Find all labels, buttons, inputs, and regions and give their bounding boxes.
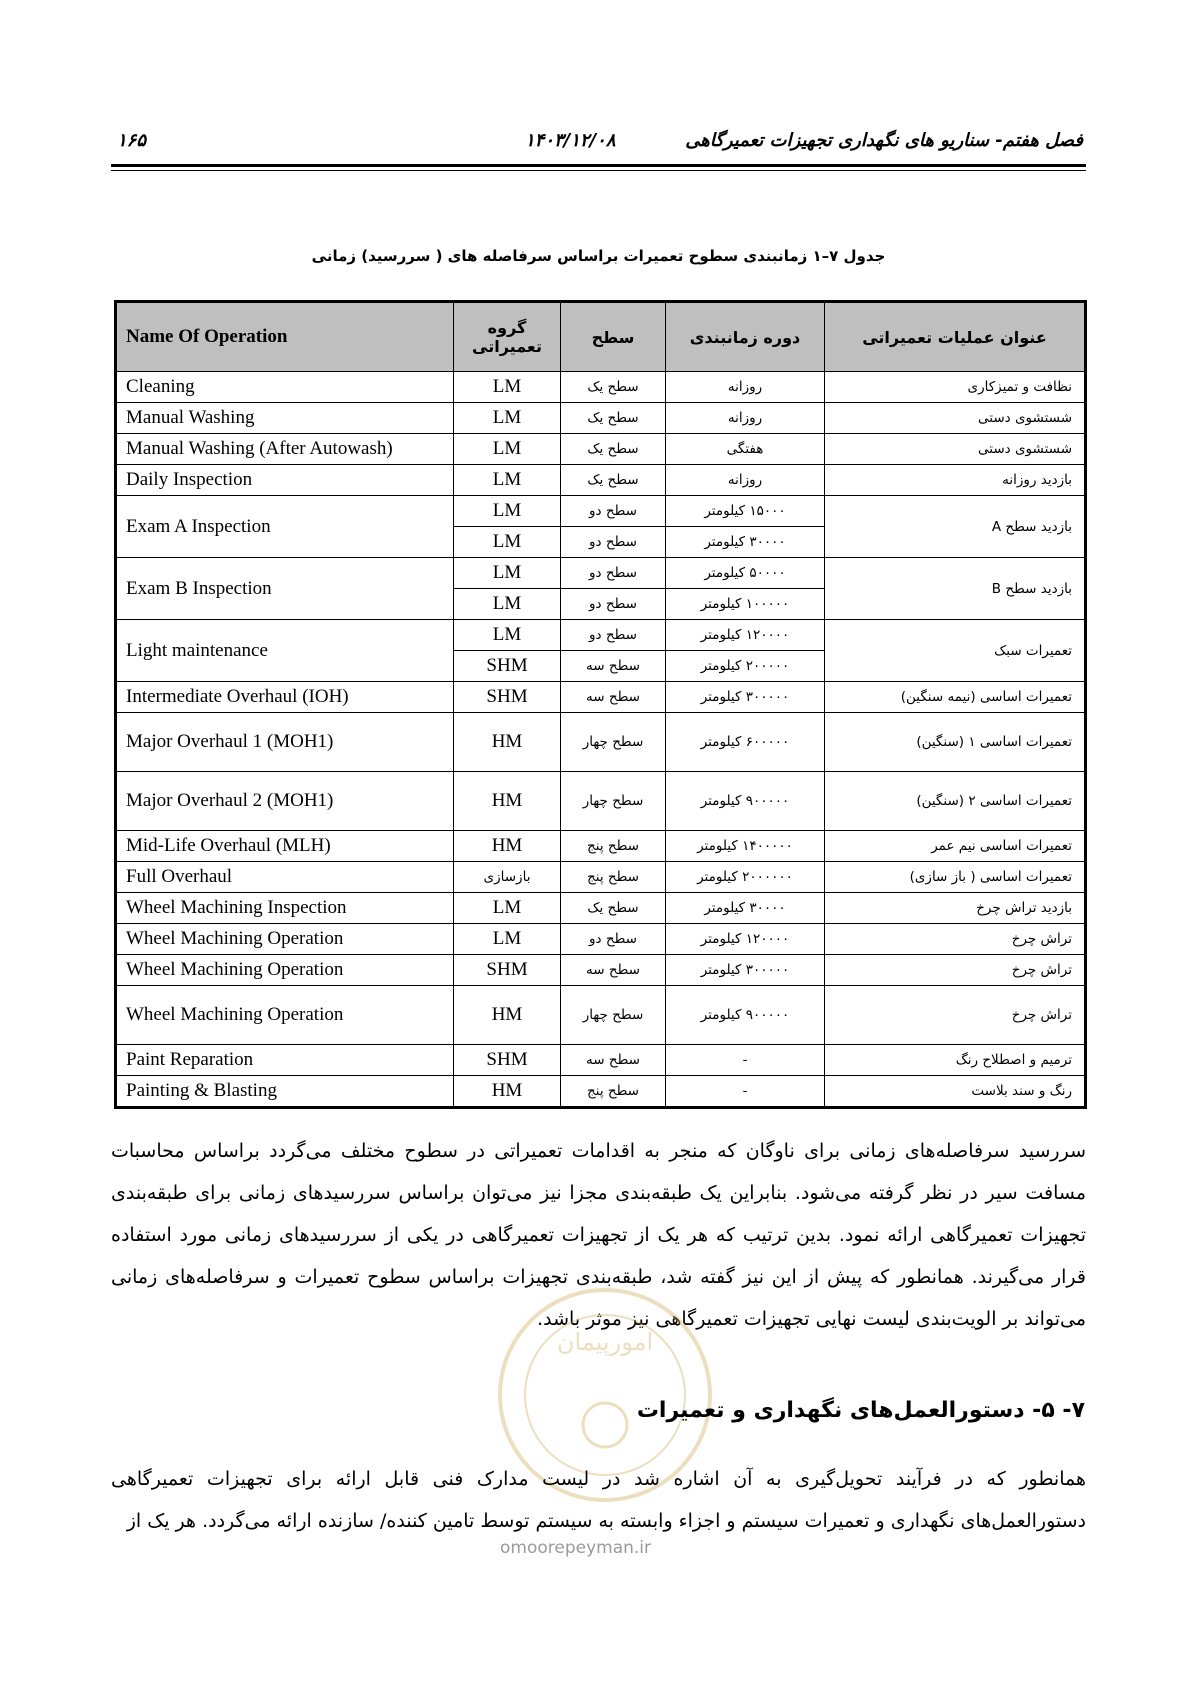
cell-group: LM xyxy=(454,403,561,434)
cell-name: Major Overhaul 2 (MOH1) xyxy=(116,772,454,831)
cell-group: HM xyxy=(454,986,561,1045)
cell-period: ۵۰۰۰۰ کیلومتر xyxy=(666,558,825,589)
cell-level: سطح پنج xyxy=(561,831,666,862)
table-row xyxy=(116,465,1086,496)
cell-level: سطح پنج xyxy=(561,862,666,893)
cell-level: سطح دو xyxy=(561,620,666,651)
cell-period: روزانه xyxy=(666,465,825,496)
table-row xyxy=(116,862,1086,893)
cell-period: ۳۰۰۰۰ کیلومتر xyxy=(666,527,825,558)
cell-title: بازدید تراش چرخ xyxy=(825,893,1086,924)
table-row xyxy=(116,403,1086,434)
table-row xyxy=(116,372,1086,403)
cell-name: Exam A Inspection xyxy=(116,496,454,558)
cell-title: بازدید روزانه xyxy=(825,465,1086,496)
cell-group: LM xyxy=(454,496,561,527)
section-heading: ۷- ۵- دستورالعمل‌های نگهداری و تعمیرات xyxy=(636,1398,1085,1423)
cell-title: بازدید سطح A xyxy=(825,496,1086,558)
cell-group: SHM xyxy=(454,651,561,682)
cell-title: تعمیرات اساسی (نیمه سنگین) xyxy=(825,682,1086,713)
cell-title: تراش چرخ xyxy=(825,986,1086,1045)
table-row xyxy=(116,772,1086,831)
table-row xyxy=(116,558,1086,589)
cell-title: تعمیرات اساسی ( باز سازی) xyxy=(825,862,1086,893)
cell-title: تراش چرخ xyxy=(825,955,1086,986)
cell-group: LM xyxy=(454,620,561,651)
cell-period: ۱۲۰۰۰۰ کیلومتر xyxy=(666,924,825,955)
cell-group: LM xyxy=(454,527,561,558)
cell-name: Manual Washing (After Autowash) xyxy=(116,434,454,465)
table-row xyxy=(116,682,1086,713)
table-row xyxy=(116,620,1086,651)
cell-title: تعمیرات اساسی نیم عمر xyxy=(825,831,1086,862)
table-row xyxy=(116,986,1086,1045)
cell-title: شستشوی دستی xyxy=(825,403,1086,434)
cell-title: تعمیرات اساسی ۲ (سنگین) xyxy=(825,772,1086,831)
cell-name: Cleaning xyxy=(116,372,454,403)
cell-period: روزانه xyxy=(666,403,825,434)
cell-level: سطح یک xyxy=(561,434,666,465)
cell-group: SHM xyxy=(454,1045,561,1076)
cell-period: ۶۰۰۰۰۰ کیلومتر xyxy=(666,713,825,772)
cell-name: Paint Reparation xyxy=(116,1045,454,1076)
operations-table xyxy=(114,300,1087,1109)
page-header xyxy=(115,130,1083,160)
cell-period: - xyxy=(666,1076,825,1108)
cell-name: Major Overhaul 1 (MOH1) xyxy=(116,713,454,772)
watermark-site: omoorepeyman.ir xyxy=(500,1538,652,1558)
table-row xyxy=(116,1045,1086,1076)
cell-group: بازسازی xyxy=(454,862,561,893)
cell-group: HM xyxy=(454,772,561,831)
body-paragraph-1: سررسید سرفاصله‌های زمانی برای ناوگان که منجر به اقدامات تعمیراتی در سطوح مختلف می‌گردد براساس محاسبات مسافت سیر در نظر گرفته می‌شود. بنابراین یک طبقه‌بندی مجزا نیز می‌توان براساس سررسیدهای زمانی برای طبقه‌بندی تجهیزات تعمیرگاهی ارائه نمود. بدین ترتیب که هر یک از تجهیزات تعمیرگاهی در یکی از سررسیدهای زمانی مورد استفاده قرار می‌گیرند. همانطور که پیش از این نیز گفته شد، طبقه‌بندی تجهیزات براساس سطوح تعمیرات و سرفاصله‌های زمانی می‌تواند بر الویت‌بندی لیست نهایی تجهیزات تعمیرگاهی نیز موثر باشد. xyxy=(111,1140,1086,1330)
cell-level: سطح دو xyxy=(561,527,666,558)
cell-name: Daily Inspection xyxy=(116,465,454,496)
page-number: ۱۶۵ xyxy=(117,130,147,151)
cell-period: ۹۰۰۰۰۰ کیلومتر xyxy=(666,986,825,1045)
col-header-period: دوره زمانبندی xyxy=(666,302,825,372)
cell-title: تعمیرات اساسی ۱ (سنگین) xyxy=(825,713,1086,772)
cell-period: ۳۰۰۰۰۰ کیلومتر xyxy=(666,955,825,986)
cell-group: HM xyxy=(454,713,561,772)
cell-group: LM xyxy=(454,465,561,496)
table-row xyxy=(116,955,1086,986)
cell-level: سطح چهار xyxy=(561,772,666,831)
cell-group: LM xyxy=(454,589,561,620)
header-rule-thick xyxy=(111,164,1086,167)
cell-level: سطح دو xyxy=(561,589,666,620)
table-row xyxy=(116,831,1086,862)
cell-level: سطح یک xyxy=(561,372,666,403)
cell-title: بازدید سطح B xyxy=(825,558,1086,620)
table-row xyxy=(116,893,1086,924)
cell-period: ۱۵۰۰۰ کیلومتر xyxy=(666,496,825,527)
cell-title: نظافت و تمیزکاری xyxy=(825,372,1086,403)
cell-title: ترمیم و اصطلاح رنگ xyxy=(825,1045,1086,1076)
table-row xyxy=(116,713,1086,772)
col-header-name: Name Of Operation xyxy=(116,302,454,372)
cell-group: LM xyxy=(454,558,561,589)
cell-level: سطح یک xyxy=(561,465,666,496)
table-row xyxy=(116,924,1086,955)
cell-level: سطح سه xyxy=(561,651,666,682)
header-date: ۱۴۰۳/۱۲/۰۸ xyxy=(525,130,616,151)
cell-period: ۲۰۰۰۰۰۰ کیلومتر xyxy=(666,862,825,893)
cell-group: HM xyxy=(454,1076,561,1108)
body-paragraph-2: همانطور که در فرآیند تحویل‌گیری به آن اشاره شد در لیست مدارک فنی قابل ارائه برای تجهیزات تعمیرگاهی دستورالعمل‌های نگهداری و تعمیرات سیستم و اجزاء وابسته به سیستم توسط تامین کننده/ سازنده ارائه می‌گردد. هر یک از xyxy=(111,1468,1086,1532)
cell-level: سطح چهار xyxy=(561,713,666,772)
cell-title: رنگ و سند بلاست xyxy=(825,1076,1086,1108)
cell-name: Exam B Inspection xyxy=(116,558,454,620)
cell-level: سطح دو xyxy=(561,496,666,527)
cell-name: Light maintenance xyxy=(116,620,454,682)
cell-name: Wheel Machining Operation xyxy=(116,955,454,986)
cell-period: ۱۴۰۰۰۰۰ کیلومتر xyxy=(666,831,825,862)
cell-name: Mid-Life Overhaul (MLH) xyxy=(116,831,454,862)
cell-period: ۳۰۰۰۰ کیلومتر xyxy=(666,893,825,924)
cell-period: ۱۰۰۰۰۰ کیلومتر xyxy=(666,589,825,620)
col-header-group: گروه تعمیراتی xyxy=(454,302,561,372)
cell-period: ۳۰۰۰۰۰ کیلومتر xyxy=(666,682,825,713)
table-row xyxy=(116,1076,1086,1108)
cell-name: Painting & Blasting xyxy=(116,1076,454,1108)
cell-name: Wheel Machining Inspection xyxy=(116,893,454,924)
cell-group: LM xyxy=(454,372,561,403)
col-header-title: عنوان عملیات تعمیراتی xyxy=(825,302,1086,372)
cell-group: SHM xyxy=(454,682,561,713)
cell-level: سطح چهار xyxy=(561,986,666,1045)
cell-name: Full Overhaul xyxy=(116,862,454,893)
watermark-logo-text: امورپیمان xyxy=(556,1328,654,1356)
cell-level: سطح سه xyxy=(561,1045,666,1076)
table-row xyxy=(116,434,1086,465)
cell-group: HM xyxy=(454,831,561,862)
cell-group: LM xyxy=(454,434,561,465)
cell-period: - xyxy=(666,1045,825,1076)
cell-level: سطح پنج xyxy=(561,1076,666,1108)
table-caption: جدول ۷–۱ زمانبندی سطوح تعمیرات براساس سرفاصله های ( سررسید) زمانی xyxy=(311,247,886,265)
col-header-level: سطح xyxy=(561,302,666,372)
cell-level: سطح سه xyxy=(561,682,666,713)
chapter-title: فصل هفتم- سناریو های نگهداری تجهیزات تعمیرگاهی xyxy=(685,130,1083,151)
table-header-row xyxy=(116,302,1086,372)
cell-group: LM xyxy=(454,893,561,924)
cell-period: ۲۰۰۰۰۰ کیلومتر xyxy=(666,651,825,682)
cell-period: روزانه xyxy=(666,372,825,403)
cell-level: سطح سه xyxy=(561,955,666,986)
cell-group: LM xyxy=(454,924,561,955)
cell-group: SHM xyxy=(454,955,561,986)
header-rule-thin xyxy=(111,170,1086,171)
cell-level: سطح دو xyxy=(561,924,666,955)
cell-period: هفتگی xyxy=(666,434,825,465)
cell-name: Manual Washing xyxy=(116,403,454,434)
cell-name: Wheel Machining Operation xyxy=(116,924,454,955)
cell-title: تعمیرات سبک xyxy=(825,620,1086,682)
cell-level: سطح دو xyxy=(561,558,666,589)
cell-title: تراش چرخ xyxy=(825,924,1086,955)
cell-period: ۹۰۰۰۰۰ کیلومتر xyxy=(666,772,825,831)
cell-name: Intermediate Overhaul (IOH) xyxy=(116,682,454,713)
cell-level: سطح یک xyxy=(561,403,666,434)
cell-level: سطح یک xyxy=(561,893,666,924)
cell-title: شستشوی دستی xyxy=(825,434,1086,465)
cell-period: ۱۲۰۰۰۰ کیلومتر xyxy=(666,620,825,651)
table-row xyxy=(116,496,1086,527)
cell-name: Wheel Machining Operation xyxy=(116,986,454,1045)
